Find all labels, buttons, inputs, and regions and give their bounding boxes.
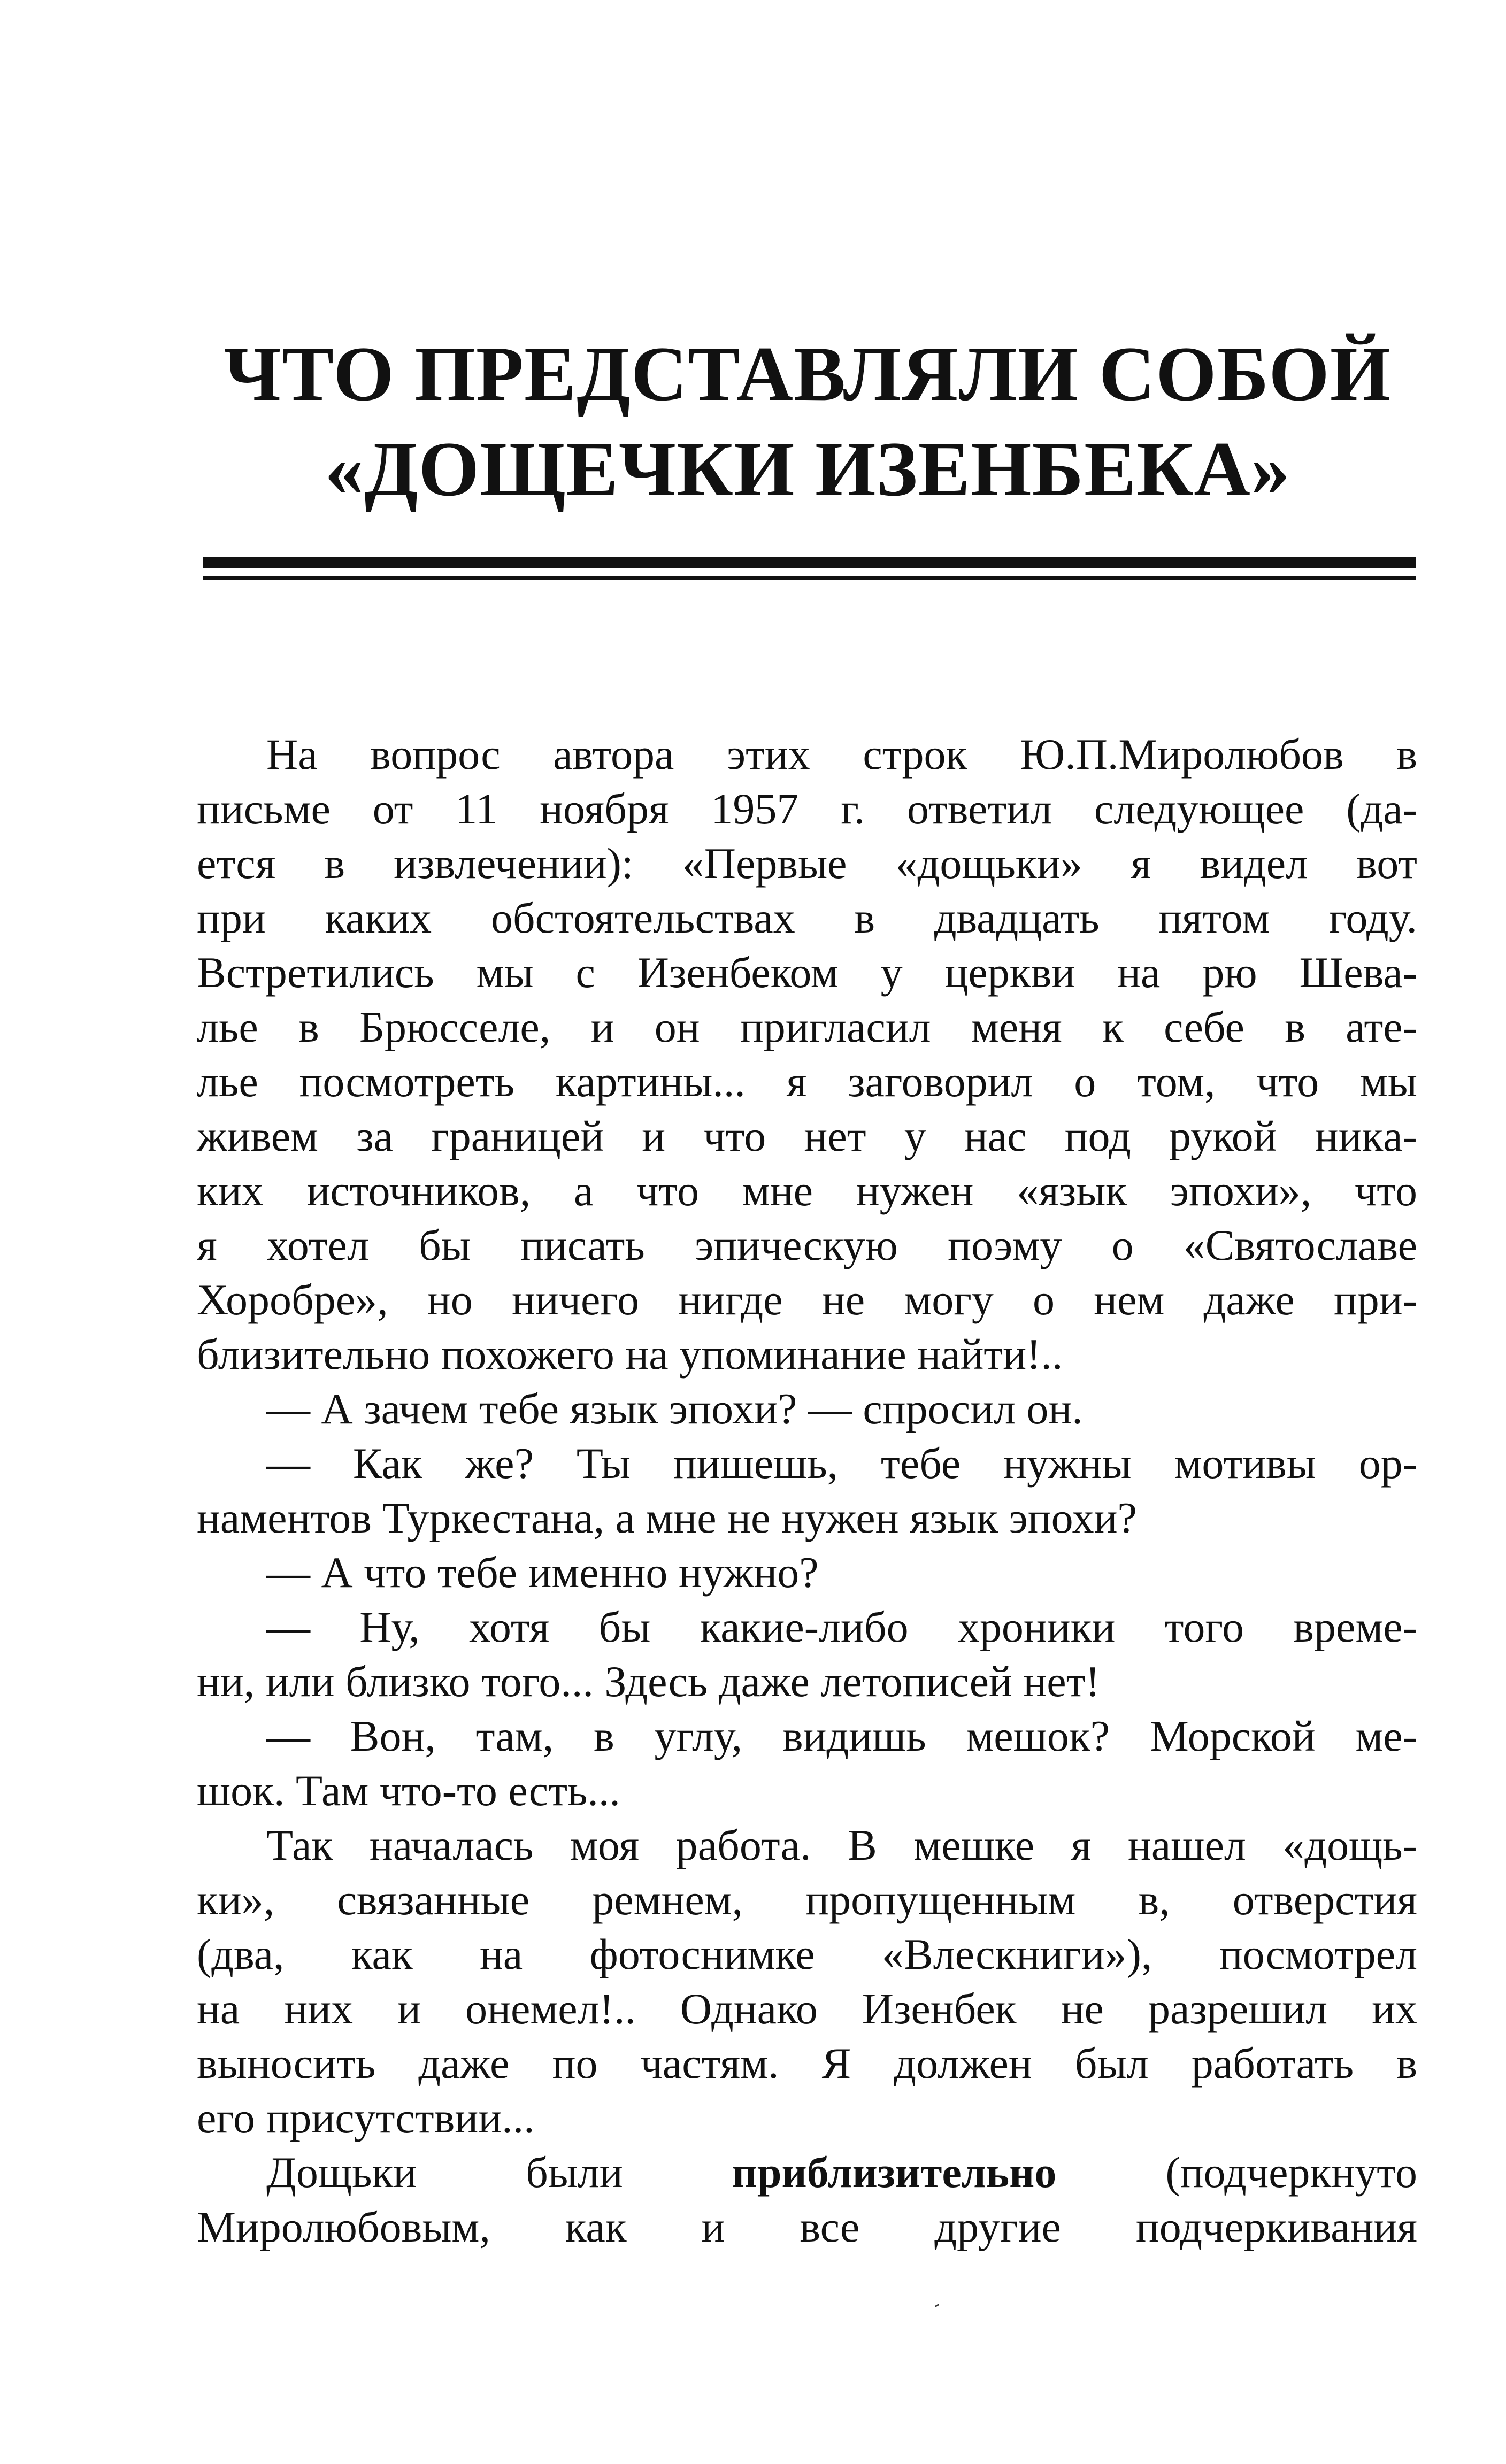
chapter-title-line-2: «ДОЩЕЧКИ ИЗЕНБЕКА» <box>325 426 1290 512</box>
text-line: — Ну, хотя бы какие-либо хроники того време- <box>266 1603 1417 1651</box>
text-run: (подчеркнуто <box>1165 2148 1417 2197</box>
text-line: живем за границей и что нет у нас под рукой никa- <box>197 1112 1417 1160</box>
text-line: на них и онемел!.. Однако Изенбек не разрешил их <box>197 1984 1417 2033</box>
title-rule-thick <box>203 557 1416 568</box>
text-line: Хоробре», но ничего нигде не могу о нем даже при- <box>197 1275 1417 1324</box>
text-line: ется в извлечении): «Первые «дощьки» я видел вот <box>197 839 1417 888</box>
text-line: близительно похожего на упоминание найти!.. <box>197 1330 1063 1379</box>
text-line: лье в Брюсселе, и он пригласил меня к себе в ате- <box>197 1003 1417 1051</box>
text-run: Дощьки были <box>266 2148 623 2197</box>
text-line: выносить даже по частям. Я должен был работать в <box>197 2039 1417 2088</box>
text-line: его присутствии... <box>197 2093 535 2142</box>
text-line: Встретились мы с Изенбеком у церкви на рю Шева- <box>197 948 1417 997</box>
chapter-title <box>203 326 1412 517</box>
text-line <box>197 2145 1417 2200</box>
text-line: — Как же? Ты пишешь, тебе нужны мотивы ор- <box>266 1439 1417 1488</box>
body-text <box>197 727 1417 2254</box>
text-line: лье посмотреть картины... я заговорил о том, что мы <box>197 1057 1417 1106</box>
emphasized-word: приблизительно <box>732 2148 1057 2197</box>
text-line: Миролюбовым, как и все другие подчеркивания <box>197 2203 1417 2251</box>
text-line: ких источников, а что мне нужен «язык эпохи», что <box>197 1166 1417 1215</box>
text-line: Так началась моя работа. В мешке я нашел «дощь- <box>266 1821 1417 1869</box>
title-rule-thin <box>203 576 1416 580</box>
text-line: (два, как на фотоснимке «Влескниги»), посмотрел <box>197 1930 1417 1978</box>
text-line: — Вон, там, в углу, видишь мешок? Морской ме- <box>266 1712 1417 1760</box>
print-speck <box>935 2304 939 2307</box>
text-line: шок. Там что-то есть... <box>197 1766 620 1815</box>
text-line: письме от 11 ноября 1957 г. ответил следующее (да- <box>197 784 1417 833</box>
chapter-title-line-1: ЧТО ПРЕДСТАВЛЯЛИ СОБОЙ <box>224 330 1392 417</box>
text-line: ни, или близко того... Здесь даже летописей нет! <box>197 1657 1100 1706</box>
text-line: я хотел бы писать эпическую поэму о «Святославе <box>197 1221 1417 1269</box>
text-line: при каких обстоятельствах в двадцать пятом году. <box>197 894 1417 942</box>
text-line: наментов Туркестана, а мне не нужен язык эпохи? <box>197 1493 1137 1542</box>
text-line: — А что тебе именно нужно? <box>266 1548 819 1597</box>
text-line: На вопрос автора этих строк Ю.П.Миролюбов в <box>266 730 1417 779</box>
text-line: ки», связанные ремнем, пропущенным в, отверстия <box>197 1875 1417 1924</box>
text-line: — А зачем тебе язык эпохи? — спросил он. <box>266 1384 1083 1433</box>
